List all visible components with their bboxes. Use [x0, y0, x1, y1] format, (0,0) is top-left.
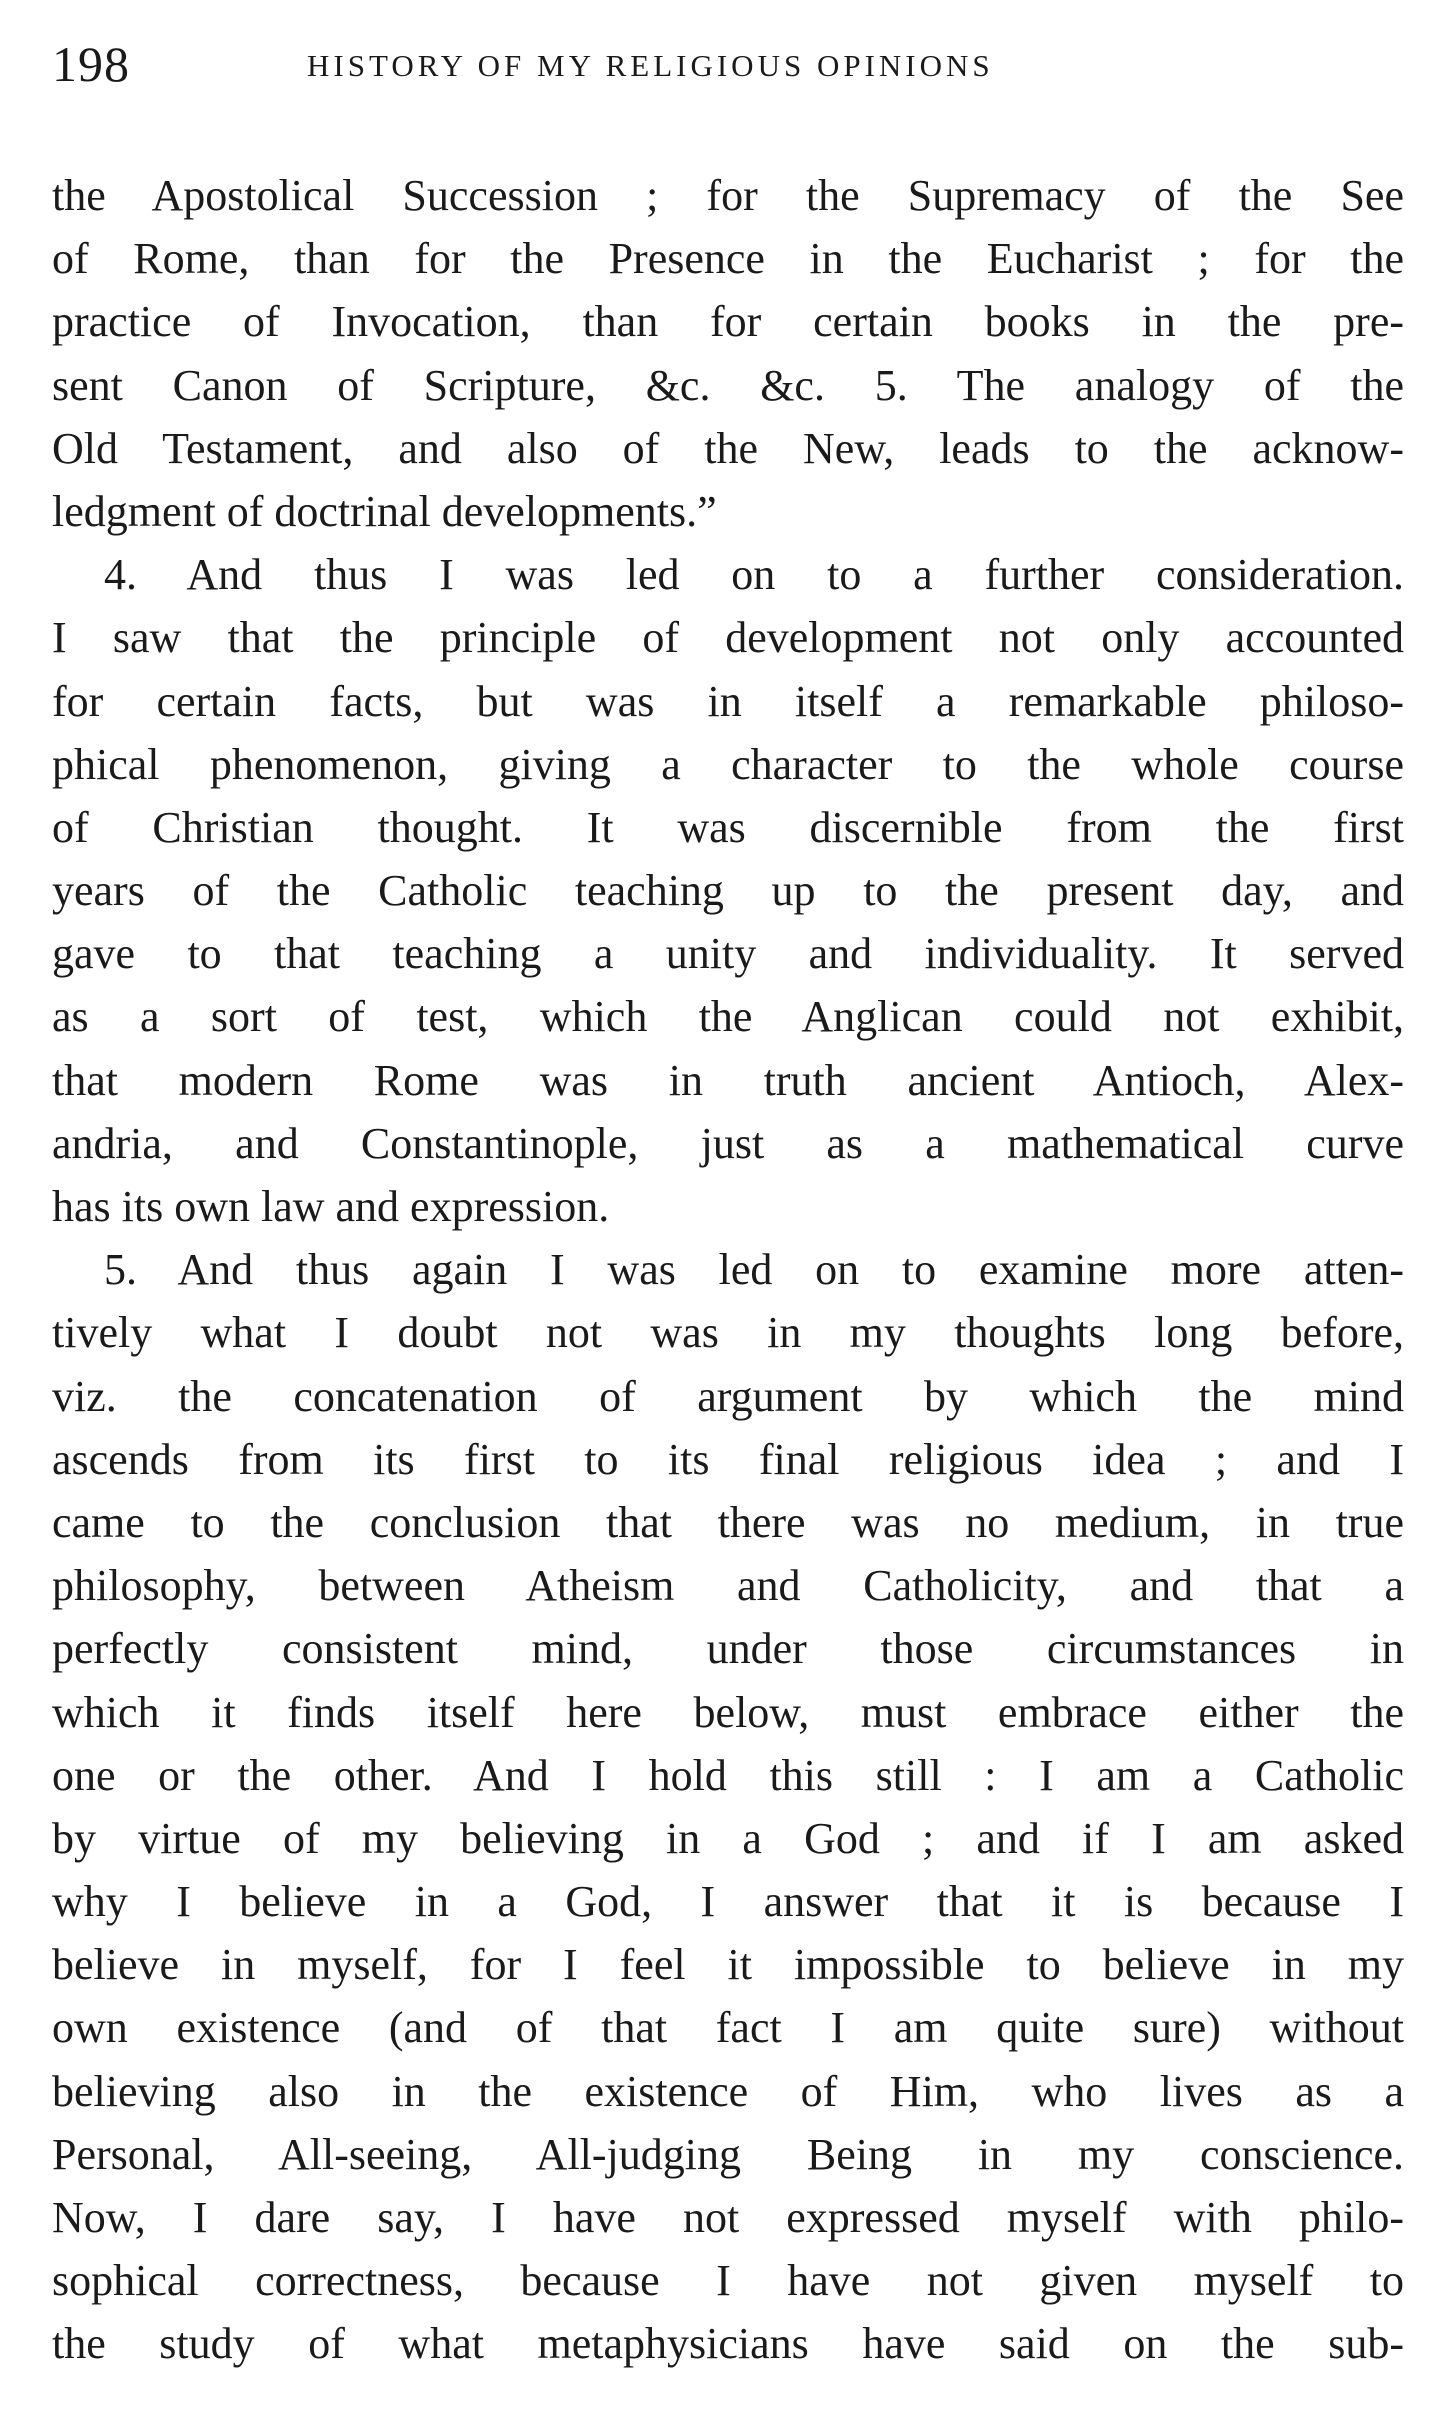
- text-line: the Apostolical Succession ; for the Supremacy of the See: [52, 171, 1404, 220]
- page-number: 198: [52, 36, 130, 92]
- text-line: ascends from its first to its final religious idea ; and I: [52, 1434, 1404, 1484]
- text-line: andria, and Constantinople, just as a mathematical curve: [52, 1118, 1404, 1168]
- body-text: [52, 164, 1404, 2376]
- paragraph-5-start: 5. And thus again I was led on to examine more atten-: [104, 1245, 1404, 1295]
- text-line: believing also in the existence of Him, who lives as a: [52, 2066, 1404, 2116]
- text-line: of Christian thought. It was discernible from the first: [52, 802, 1404, 852]
- text-line: for certain facts, but was in itself a remarkable philoso-: [52, 676, 1404, 726]
- book-page: [52, 34, 1404, 2376]
- text-line: sophical correctness, because I have not given myself to: [52, 2256, 1404, 2306]
- text-line: why I believe in a God, I answer that it is because I: [52, 1877, 1404, 1927]
- text-line: which it finds itself here below, must embrace either the: [52, 1687, 1404, 1737]
- text-line: has its own law and expression.: [52, 1182, 610, 1231]
- text-line: viz. the concatenation of argument by which the mind: [52, 1371, 1404, 1421]
- text-line: by virtue of my believing in a God ; and if I am asked: [52, 1813, 1404, 1863]
- text-line: gave to that teaching a unity and individuality. It served: [52, 929, 1404, 979]
- text-line: practice of Invocation, than for certain books in the pre-: [52, 297, 1404, 347]
- text-line: Old Testament, and also of the New, leads to the acknow-: [52, 423, 1404, 473]
- text-line: came to the conclusion that there was no medium, in true: [52, 1497, 1404, 1547]
- text-line: years of the Catholic teaching up to the present day, and: [52, 866, 1404, 916]
- text-line: phical phenomenon, giving a character to the whole course: [52, 739, 1404, 789]
- text-line: philosophy, between Atheism and Catholicity, and that a: [52, 1561, 1404, 1611]
- text-line: as a sort of test, which the Anglican could not exhibit,: [52, 992, 1404, 1042]
- text-line: own existence (and of that fact I am quite sure) without: [52, 2003, 1404, 2053]
- text-line: believe in myself, for I feel it impossible to believe in my: [52, 1940, 1404, 1990]
- text-line: that modern Rome was in truth ancient Antioch, Alex-: [52, 1055, 1404, 1105]
- text-line: Personal, All-seeing, All-judging Being in my conscience.: [52, 2129, 1404, 2179]
- paragraph-4-start: 4. And thus I was led on to a further consideration.: [104, 550, 1404, 600]
- running-title: HISTORY OF MY RELIGIOUS OPINIONS: [307, 48, 994, 83]
- text-line: tively what I doubt not was in my thoughts long before,: [52, 1308, 1404, 1358]
- text-line: Now, I dare say, I have not expressed myself with philo-: [52, 2193, 1404, 2242]
- text-line: one or the other. And I hold this still : I am a Catholic: [52, 1750, 1404, 1800]
- running-head: [52, 34, 1404, 106]
- text-line: of Rome, than for the Presence in the Eucharist ; for the: [52, 234, 1404, 284]
- text-line: ledgment of doctrinal developments.”: [52, 486, 717, 536]
- text-line: the study of what metaphysicians have said on the sub-: [52, 2319, 1404, 2369]
- text-line: I saw that the principle of development not only accounted: [52, 613, 1404, 663]
- text-line: perfectly consistent mind, under those circumstances in: [52, 1624, 1404, 1674]
- text-line: sent Canon of Scripture, &c. &c. 5. The analogy of the: [52, 360, 1404, 410]
